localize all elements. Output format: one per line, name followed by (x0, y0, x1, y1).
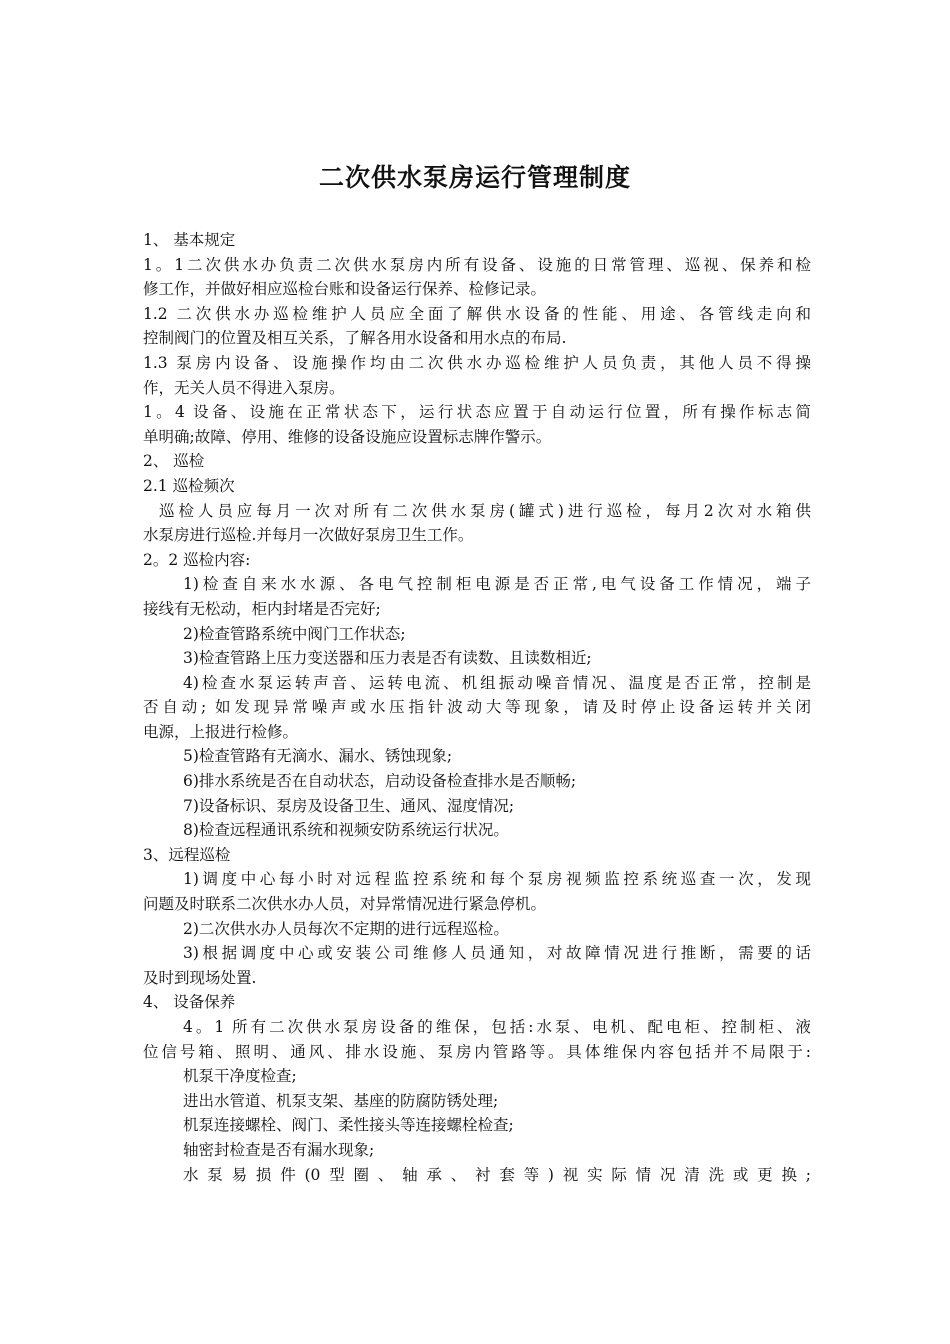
subsection-heading: 2.1 巡检频次 (143, 476, 235, 495)
list-item: 8)检查远程通讯系统和视频安防系统运行状况。 (183, 821, 509, 840)
list-item-continuation: 及时到现场处置. (143, 968, 257, 987)
paragraph-line: 控制阀门的位置及相互关系，了解各用水设备和用水点的布局. (143, 329, 567, 348)
document-title: 二次供水泵房运行管理制度 (318, 163, 631, 192)
section-heading-2: 2、 巡检 (143, 452, 205, 471)
paragraph-line: 修工作，并做好相应巡检台账和设备运行保养、检修记录。 (143, 280, 547, 299)
paragraph-line: 1.3 泵房内设备、设施操作均由二次供水办巡检维护人员负责，其他人员不得操 (143, 353, 811, 372)
list-item: 2)二次供水办人员每次不定期的进行远程巡检。 (183, 919, 509, 938)
paragraph-line: 水泵房进行巡检.并每月一次做好泵房卫生工作。 (143, 526, 474, 545)
list-item-continuation: 电源，上报进行检修。 (143, 722, 299, 741)
list-item: 机泵干净度检查; (183, 1067, 297, 1086)
list-item: 7)设备标识、泵房及设备卫生、通风、湿度情况; (183, 796, 515, 815)
list-item: 4)检查水泵运转声音、运转电流、机组振动噪音情况、温度是否正常，控制是 (183, 673, 811, 692)
paragraph-line: 单明确;故障、停用、维修的设备设施应设置标志牌作警示。 (143, 427, 552, 446)
document-body (143, 228, 811, 1187)
list-item: 1)调度中心每小时对远程监控系统和每个泵房视频监控系统巡查一次，发现 (183, 870, 811, 889)
paragraph-line: 巡检人员应每月一次对所有二次供水泵房(罐式)进行巡检，每月2次对水箱供 (159, 501, 811, 520)
list-item: 2)检查管路系统中阀门工作状态; (183, 624, 406, 643)
list-item: 机泵连接螺栓、阀门、柔性接头等连接螺栓检查; (183, 1116, 514, 1135)
paragraph-line: 位信号箱、照明、通风、排水设施、泵房内管路等。具体维保内容包括并不局限于: (143, 1042, 811, 1061)
list-item: 1)检查自来水水源、各电气控制柜电源是否正常,电气设备工作情况，端子 (183, 575, 811, 594)
list-item: 进出水管道、机泵支架、基座的防腐防锈处理; (183, 1091, 499, 1110)
section-heading-4: 4、 设备保养 (143, 993, 236, 1012)
paragraph-line: 4。1 所有二次供水泵房设备的维保，包括:水泵、电机、配电柜、控制柜、液 (183, 1018, 811, 1036)
list-item: 5)检查管路有无滴水、漏水、锈蚀现象; (183, 747, 453, 766)
list-item-continuation: 接线有无松动，柜内封堵是否完好; (143, 599, 381, 618)
list-item-continuation: 否自动; 如发现异常噪声或水压指针波动大等现象，请及时停止设备运转并关闭 (143, 698, 811, 717)
subsection-heading: 2。2 巡检内容: (143, 550, 251, 569)
section-heading-1: 1、 基本规定 (143, 231, 236, 249)
paragraph-line: 作，无关人员不得进入泵房。 (143, 378, 345, 397)
list-item: 轴密封检查是否有漏水现象; (183, 1140, 375, 1159)
list-item: 水泵易损件(0型圈、轴承、衬套等)视实际情况清洗或更换; (183, 1165, 811, 1184)
list-item: 6)排水系统是否在自动状态，启动设备检查排水是否顺畅; (183, 772, 577, 791)
list-item: 3)根据调度中心或安装公司维修人员通知，对故障情况进行推断，需要的话 (183, 944, 811, 963)
paragraph-line: 1.2 二次供水办巡检维护人员应全面了解供水设备的性能、用途、各管线走向和 (143, 304, 811, 323)
list-item-continuation: 问题及时联系二次供水办人员，对异常情况进行紧急停机。 (143, 895, 547, 914)
list-item: 3)检查管路上压力变送器和压力表是否有读数、且读数相近; (183, 649, 592, 668)
paragraph-line: 1。4 设备、设施在正常状态下，运行状态应置于自动运行位置，所有操作标志简 (143, 403, 811, 422)
section-heading-3: 3、远程巡检 (143, 845, 231, 864)
paragraph-line: 1。1二次供水办负责二次供水泵房内所有设备、设施的日常管理、巡视、保养和检 (143, 255, 811, 274)
